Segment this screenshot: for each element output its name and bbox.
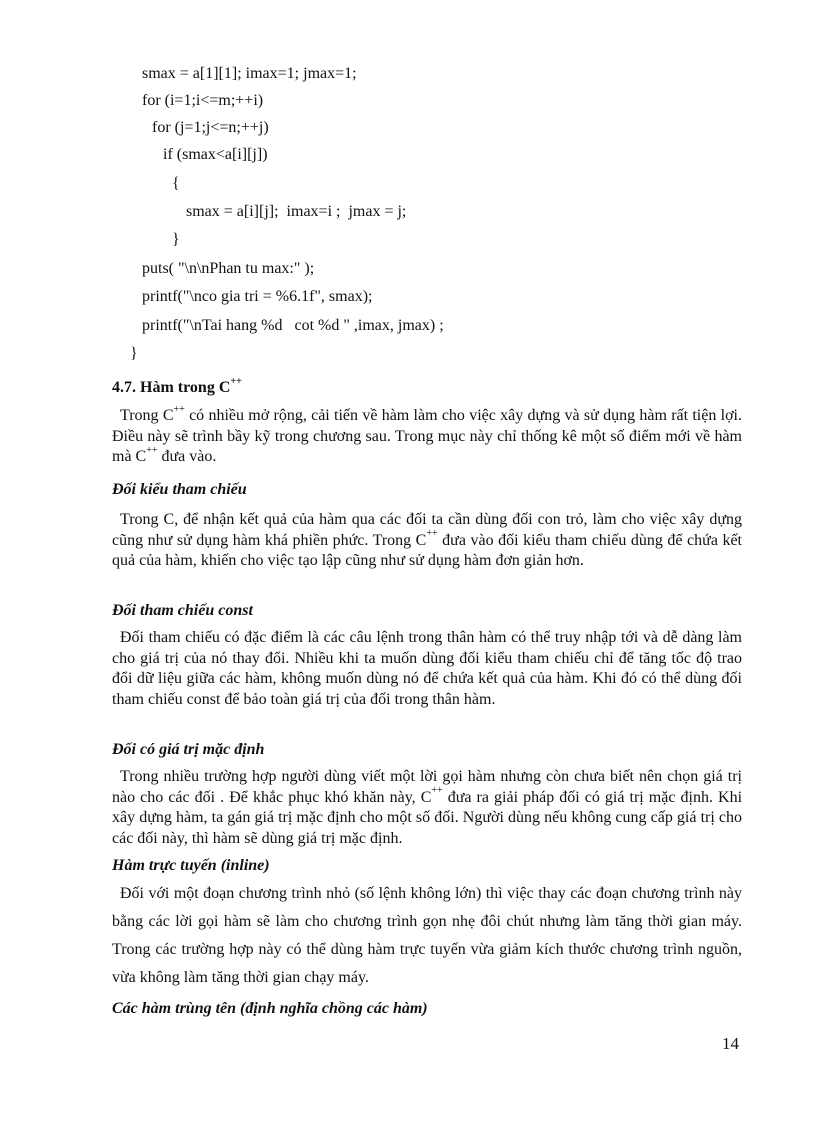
subsection-title: Đối có giá trị mặc định (112, 741, 265, 758)
subsection-paragraph: Đối tham chiếu có đặc điểm là các câu lệnh trong thân hàm có thể truy nhập tới và dễ dàng làm cho giá trị của nó thay đổi. Nhiều khi ta muốn dùng đối kiểu tham chiếu chỉ để tăng tốc độ trao đổi dữ liệu giữa các hàm, không muốn dùng nó để chứa kết quả của hàm. Khi đó có thể dùng đối tham chiếu const để bảo toàn giá trị của đối trong thân hàm. (112, 629, 742, 708)
subsection-paragraph: Trong nhiều trường hợp người dùng viết một lời gọi hàm nhưng còn chưa biết nên chọn giá trị nào cho các đối . Để khắc phục khó khăn này, C++ đưa ra giải pháp đối có giá trị mặc định. Khi xây dựng hàm, ta gán giá trị mặc định cho một số đối. Người dùng nếu không cung cấp giá trị cho các đối này, thì hàm sẽ dùng giá trị mặc định. (112, 768, 743, 847)
code-line: printf("\nTai hang %d cot %d " ,imax, jmax) ; (142, 317, 444, 334)
page-number: 14 (722, 1034, 739, 1053)
subsection-title: Đối tham chiếu const (112, 602, 253, 619)
code-line: { (172, 175, 180, 192)
code-line: for (i=1;i<=m;++i) (142, 92, 264, 109)
section-heading: 4.7. Hàm trong C++ (112, 375, 242, 396)
subsection-paragraph: Trong C, để nhận kết quả của hàm qua các đối ta cần dùng đối con trỏ, làm cho việc xây dựng cũng như sử dụng hàm khá phiền phức. Trong C++ đưa vào đối kiểu tham chiếu dùng để chứa kết quả của hàm, khiến cho việc tạo lập cũng như sử dụng hàm đơn giản hơn. (112, 511, 743, 569)
code-line: if (smax<a[i][j]) (163, 146, 268, 163)
code-line: } (172, 231, 180, 248)
subsection-paragraph: Đối với một đoạn chương trình nhỏ (số lệnh không lớn) thì việc thay các đoạn chương trình này bằng các lời gọi hàm sẽ làm cho chương trình gọn nhẹ đôi chút nhưng làm tăng thời gian máy. Trong các trường hợp này có thể dùng hàm trực tuyến vừa giảm kích thước chương trình nguồn, vừa không làm tăng thời gian chạy máy. (112, 885, 742, 986)
subsection-title: Các hàm trùng tên (định nghĩa chồng các hàm) (112, 1000, 428, 1017)
code-line: smax = a[i][j]; imax=i ; jmax = j; (186, 203, 407, 220)
code-line: for (j=1;j<=n;++j) (152, 119, 269, 136)
subsection-title: Đối kiểu tham chiếu (112, 481, 247, 498)
code-line: puts( "\n\nPhan tu max:" ); (142, 260, 315, 277)
code-line: printf("\nco gia tri = %6.1f", smax); (142, 288, 373, 305)
code-line: } (130, 345, 138, 362)
code-line: smax = a[1][1]; imax=1; jmax=1; (142, 65, 357, 82)
section-intro-paragraph: Trong C++ có nhiều mở rộng, cải tiến về hàm làm cho việc xây dựng và sử dụng hàm rất tiện lợi. Điều này sẽ trình bầy kỹ trong chương sau. Trong mục này chỉ thống kê một số điểm mới về hàm mà C++ đưa vào. (112, 403, 742, 465)
subsection-title: Hàm trực tuyến (inline) (112, 857, 270, 874)
